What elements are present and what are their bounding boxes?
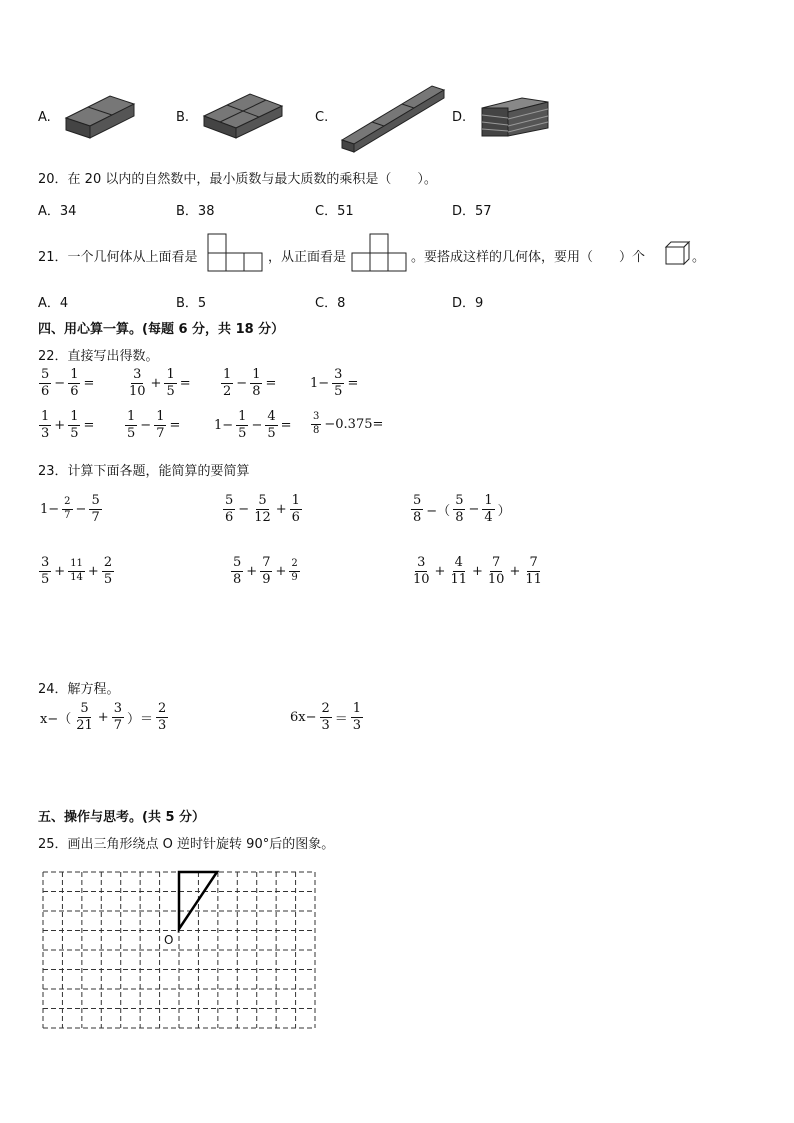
q21-cube-icon (664, 240, 692, 266)
q23-expr-1: 1− $\frac{2}{7}$ − $\frac{5}{7}$ (40, 493, 100, 525)
q25-dashed-grid (42, 871, 316, 1029)
q25-point-o-label: O (164, 933, 174, 947)
q20-text: 20．在 20 以内的自然数中，最小质数与最大质数的乘积是（ ）。 (38, 172, 437, 187)
option-c-blocks-picture (338, 82, 450, 154)
section-5-title: 五、操作与思考。(共 5 分） (38, 810, 206, 825)
q21-text-c: 。要搭成这样的几何体，要用（ ）个 (411, 250, 646, 265)
q25-title: 25．画出三角形绕点 O 逆时针旋转 90°后的图象。 (38, 837, 335, 852)
q24-equation-1: x−（ $\frac{5}{21}$ + $\frac{3}{7}$ ）＝ $\frac{2}{3}$ (40, 701, 167, 733)
q22-item-1: $\frac{5}{6}$ − $\frac{1}{6}$ = (41, 367, 95, 399)
q22-item-5: $\frac{1}{3}$ + $\frac{1}{5}$ = (41, 409, 95, 441)
q20-option-b: B．38 (176, 204, 215, 219)
q21-text-b: ，从正面看是 (268, 250, 347, 265)
q22-item-7: 1− $\frac{1}{5}$ − $\frac{4}{5}$ = (214, 409, 292, 441)
q21-top-view-figure (207, 233, 265, 273)
option-d-label: D. (452, 110, 467, 125)
q24-title: 24．解方程。 (38, 682, 120, 697)
q21-text-a: 21．一个几何体从上面看是 (38, 250, 198, 265)
q21-option-d: D．9 (452, 296, 484, 311)
q20-option-c: C．51 (315, 204, 354, 219)
q23-expr-6: $\frac{3}{10}$ + $\frac{4}{11}$ + $\frac{7}{10}$ + $\frac{7}{11}$ (413, 555, 542, 587)
q22-item-6: $\frac{1}{5}$ − $\frac{1}{7}$ = (127, 409, 181, 441)
q23-expr-2: $\frac{5}{6}$ − $\frac{5}{12}$ + $\frac{1}{6}$ (225, 493, 300, 525)
option-b-blocks-picture (200, 90, 286, 140)
q23-expr-3: $\frac{5}{8}$ −（ $\frac{5}{8}$ − $\frac{1}{4}$ ） (413, 493, 511, 525)
option-d-blocks-picture (478, 94, 552, 140)
q22-item-4: 1− $\frac{3}{5}$ = (310, 367, 359, 399)
option-a-blocks-picture (62, 92, 138, 140)
q21-option-a: A．4 (38, 296, 69, 311)
q22-item-8: $\frac{3}{8}$ −0.375= (313, 411, 384, 436)
q20-option-a: A．34 (38, 204, 77, 219)
q22-title: 22．直接写出得数。 (38, 349, 159, 364)
q22-item-2: $\frac{3}{10}$ + $\frac{1}{5}$ = (129, 367, 191, 399)
q20-option-d: D．57 (452, 204, 492, 219)
q21-text-d: 。 (692, 250, 706, 265)
q23-title: 23．计算下面各题，能简算的要简算 (38, 464, 250, 479)
q23-expr-4: $\frac{3}{5}$ + $\frac{11}{14}$ + $\frac{2}{5}$ (41, 555, 113, 587)
q23-expr-5: $\frac{5}{8}$ + $\frac{7}{9}$ + $\frac{2}{9}$ (233, 555, 298, 587)
q22-item-3: $\frac{1}{2}$ − $\frac{1}{8}$ = (223, 367, 277, 399)
q21-option-c: C．8 (315, 296, 346, 311)
option-b-label: B. (176, 110, 190, 125)
q21-front-view-figure (351, 233, 409, 273)
section-4-title: 四、用心算一算。(每题 6 分，共 18 分） (38, 322, 285, 337)
q21-option-b: B．5 (176, 296, 207, 311)
option-c-label: C. (315, 110, 329, 125)
option-a-label: A. (38, 110, 51, 125)
q24-equation-2: 6x− $\frac{2}{3}$ ＝ $\frac{1}{3}$ (290, 701, 362, 733)
